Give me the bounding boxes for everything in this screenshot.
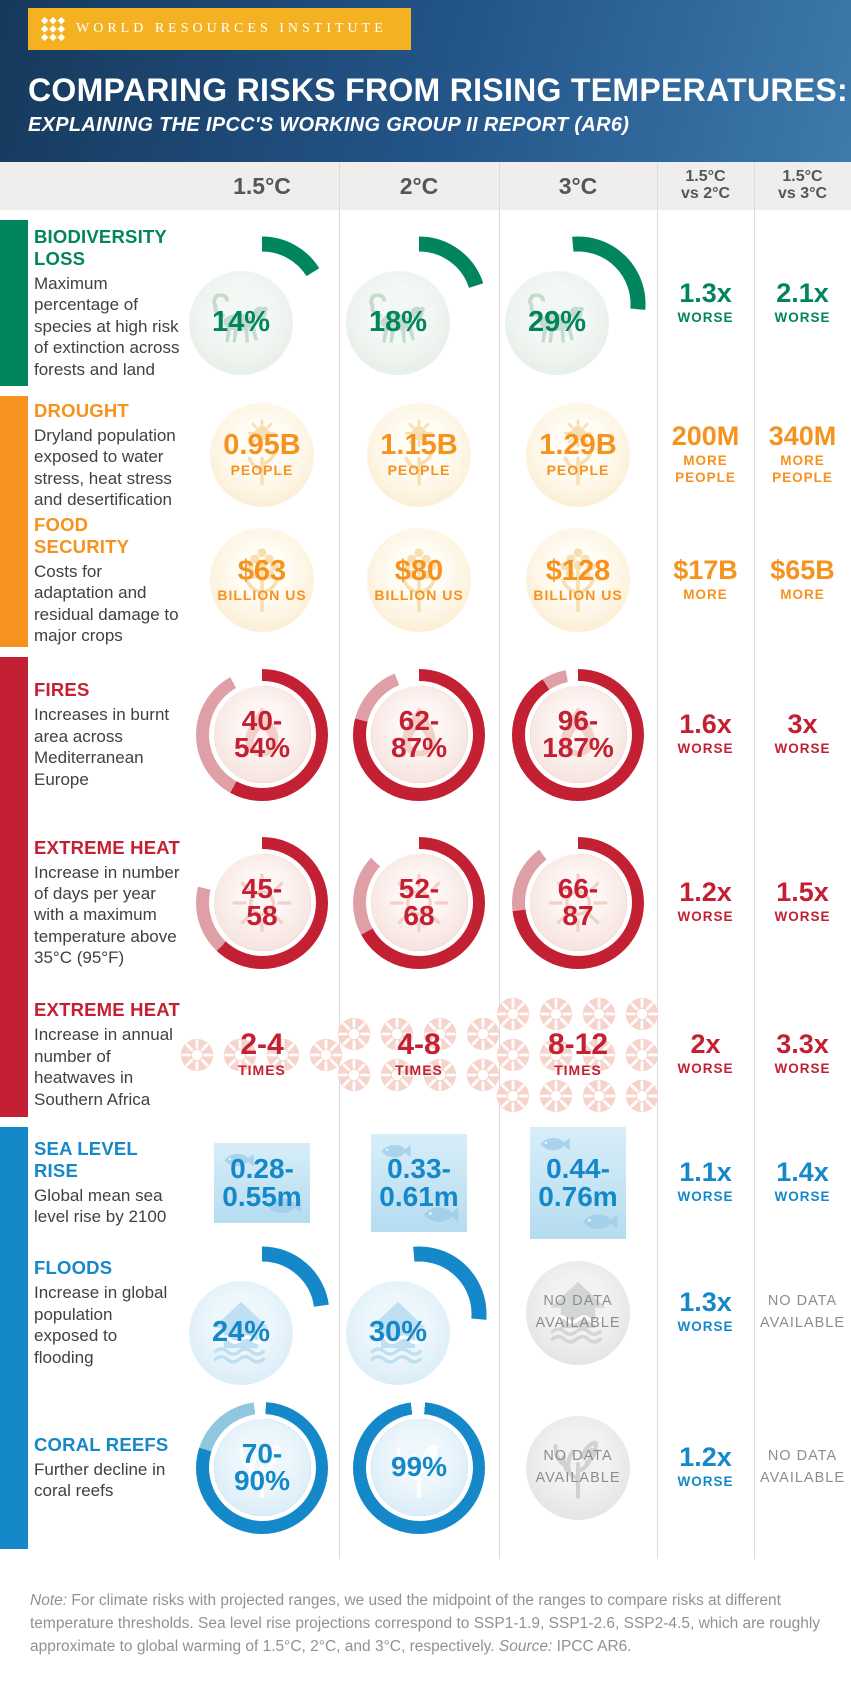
floods-gauge [344,1239,494,1387]
gauge-value: 62- 87% [390,705,448,763]
comparison-label: WORSE [774,309,831,325]
drought-badge [210,403,314,507]
cell-3c [499,995,657,1115]
comparison-label: WORSE [677,909,734,925]
header-cell-3c: 3°C [558,172,598,199]
comparison-value: 2.1x [776,277,829,308]
gauge-value: 96- 187% [542,705,614,763]
cell-vs2 [657,711,754,758]
comparison-value: 1.3x [679,277,732,308]
badge-value: $63 [237,554,287,587]
no-data-text: NO DATA AVAILABLE [535,1447,621,1486]
cell-1-5c [185,1239,339,1387]
table-header-row [0,162,851,210]
coral-donut-gauge [353,1402,485,1534]
cell-2c [339,1402,499,1534]
cell-vs3 [754,879,851,926]
comparison-value: 200M [671,421,740,452]
badge-value: 0.95B [223,429,301,462]
floods-gauge [187,1239,337,1387]
sea-level-box [214,1143,310,1223]
risk-description: Increase in annual number of heatwaves in Southern Africa [34,1025,173,1109]
cell-vs2 [657,1159,754,1206]
table-row [0,396,851,514]
badge-value: $80 [394,554,444,587]
risk-label [0,999,185,1110]
fires-donut-gauge [353,669,485,801]
gauge-value: 52- 68 [398,873,440,931]
table-row [0,1239,851,1387]
fish-icon [538,1135,572,1153]
risk-label [0,837,185,969]
risk-section-biodiversity [0,220,851,386]
cell-3c [499,1261,657,1365]
fish-icon [580,1211,620,1232]
badge-unit: BILLION US [217,587,307,604]
gauge-value: 30% [368,1315,428,1348]
cell-2c [339,837,499,969]
badge-unit: PEOPLE [387,461,451,478]
food-badge [210,528,314,632]
comparison-label: MORE PEOPLE [675,453,736,485]
extreme-heat-donut-gauge [512,837,644,969]
no-data-text: NO DATA AVAILABLE [535,1292,621,1331]
gauge-value: 24% [211,1315,271,1348]
cell-2c [339,528,499,632]
gauge-value: 70- 90% [233,1438,291,1496]
cell-vs3 [754,1031,851,1078]
cell-vs2 [657,1444,754,1491]
cell-vs3 [754,423,851,487]
risk-heading: CORAL REEFS [34,1433,169,1455]
note-text: For climate risks with projected ranges, we used the midpoint of the ranges to compare risks at different temperature thresholds. Sea level rise projections correspond to SSP1-1.9, SSP1-2.6, SSP2-4.5, which are roughly approximate to global warming of 1.5°C, 2°C, and 3°C, respectively. [30,1591,821,1656]
cell-1-5c [185,1143,339,1223]
risk-heading: FIRES [34,679,90,701]
wri-lattice-icon [40,16,66,42]
risk-heading: BIODIVERSITY LOSS [34,225,167,269]
table-row [0,993,851,1117]
cell-3c [499,403,657,507]
risk-description: Dryland population exposed to water stress, heat stress and desertification [34,425,176,509]
comparison-label: WORSE [774,909,831,925]
cell-1-5c [185,229,339,377]
badge-unit: PEOPLE [230,461,294,478]
gauge-value: 0.44- 0.76m [538,1152,618,1212]
comparison-label: WORSE [677,1474,734,1490]
table-row [0,657,851,813]
risk-label [0,514,185,647]
source-text: IPCC AR6. [556,1638,632,1656]
cell-1-5c [185,1028,339,1078]
risk-heading: DROUGHT [34,399,129,421]
cell-3c [499,669,657,801]
page-subtitle: EXPLAINING THE IPCC'S WORKING GROUP II REPORT (AR6) [28,114,630,136]
gauge-value: 18% [368,306,428,339]
extreme-heat-donut-gauge [196,837,328,969]
sea-level-box [371,1134,467,1232]
comparison-value: 2x [690,1029,721,1060]
comparison-label: WORSE [774,1061,831,1077]
food-badge [367,528,471,632]
heatwave-cluster [494,995,663,1115]
comparison-value: 1.4x [776,1157,829,1188]
cell-3c [499,528,657,632]
biodiversity-gauge [344,229,494,377]
biodiversity-gauge [187,229,337,377]
comparison-value: 340M [768,421,837,452]
cell-2c [339,669,499,801]
cell-vs2 [657,1289,754,1336]
gauge-value: 29% [527,306,587,339]
risk-heading: EXTREME HEAT [34,836,180,858]
badge-value: $128 [545,554,611,587]
gauge-value: 0.33- 0.61m [379,1152,459,1212]
heatwave-cluster [178,1028,347,1078]
cell-2c [339,1239,499,1387]
cell-vs3 [754,1291,851,1335]
comparison-label: WORSE [677,309,734,325]
cell-vs3 [754,1159,851,1206]
risk-label [0,400,185,511]
no-data-circle [526,1416,630,1520]
comparison-value: 3.3x [776,1029,829,1060]
wri-logo [28,8,411,50]
comparison-label: WORSE [677,1319,734,1335]
comparison-value: 1.2x [679,1442,732,1473]
no-data-circle [526,1261,630,1365]
comparison-value: $17B [673,554,738,585]
comparison-label: MORE [683,586,728,602]
cell-1-5c [185,1402,339,1534]
comparison-label: MORE [780,586,825,602]
risk-heading: FLOODS [34,1257,113,1279]
cell-vs3 [754,277,851,327]
gauge-value: 2-4 TIMES [238,1028,286,1078]
risk-heading: EXTREME HEAT [34,999,180,1021]
comparison-label: MORE PEOPLE [772,453,833,485]
comparison-value: $65B [770,554,835,585]
cell-1-5c [185,403,339,507]
wri-logo-text: WORLD RESOURCES INSTITUTE [76,21,387,36]
risk-label [0,679,185,790]
risk-heading: FOOD SECURITY [34,514,130,557]
comparison-label: WORSE [677,1189,734,1205]
gauge-value: 40- 54% [233,705,291,763]
cell-vs2 [657,554,754,604]
table-row [0,220,851,386]
header-cell-2c: 2°C [399,172,439,199]
cell-vs2 [657,423,754,487]
risk-section-drought-food [0,396,851,647]
comparison-table [0,162,851,1559]
risk-label [0,226,185,380]
badge-value: 1.29B [539,429,617,462]
cell-1-5c [185,837,339,969]
gauge-value: 14% [211,306,271,339]
risk-label [0,1434,185,1502]
drought-badge [526,403,630,507]
risk-description: Costs for adaptation and residual damage to major crops [34,562,179,646]
badge-unit: BILLION US [533,587,623,604]
heatwave-cluster [335,1015,504,1094]
gauge-value: 8-12 TIMES [547,1028,609,1078]
badge-unit: PEOPLE [546,461,610,478]
cell-vs2 [657,1031,754,1078]
header-banner [0,0,851,162]
no-data-text: NO DATA AVAILABLE [759,1292,846,1331]
cell-2c [339,1134,499,1232]
risk-description: Increases in burnt area across Mediterranean Europe [34,705,170,789]
no-data-text: NO DATA AVAILABLE [759,1447,846,1486]
biodiversity-gauge [503,229,653,377]
comparison-value: 1.2x [679,877,732,908]
risk-description: Further decline in coral reefs [34,1459,166,1501]
cell-3c [499,837,657,969]
note-label: Note: [30,1591,68,1609]
risk-description: Maximum percentage of species at high risk of extinction across forests and land [34,273,180,379]
food-badge [526,528,630,632]
cell-vs3 [754,711,851,758]
gauge-value: 66- 87 [557,873,599,931]
comparison-label: WORSE [774,1189,831,1205]
badge-value: 1.15B [380,429,458,462]
comparison-value: 3x [787,709,818,740]
risk-section-water [0,1127,851,1549]
sea-level-box [530,1127,626,1239]
header-cell-1-5-vs-3: 1.5°C vs 3°C [777,168,828,202]
fires-donut-gauge [512,669,644,801]
comparison-label: WORSE [774,741,831,757]
cell-1-5c [185,528,339,632]
cell-vs2 [657,879,754,926]
badge-unit: BILLION US [374,587,464,604]
cell-vs3 [754,1446,851,1490]
header-cell-1-5c: 1.5°C [233,172,291,199]
comparison-value: 1.6x [679,709,732,740]
comparison-label: WORSE [677,741,734,757]
comparison-value: 1.5x [776,877,829,908]
cell-3c [499,1127,657,1239]
table-row [0,813,851,993]
gauge-value: 45- 58 [241,873,283,931]
cell-vs2 [657,277,754,327]
coral-donut-gauge [196,1402,328,1534]
comparison-label: WORSE [677,1061,734,1077]
table-row [0,1387,851,1549]
fires-donut-gauge [196,669,328,801]
risk-description: Increase in global population exposed to flooding [34,1283,168,1367]
drought-badge [367,403,471,507]
comparison-value: 1.3x [679,1287,732,1318]
cell-3c [499,229,657,377]
gauge-value: 99% [390,1451,448,1483]
table-row [0,1127,851,1239]
gauge-value: 0.28- 0.55m [222,1152,302,1212]
page-title: COMPARING RISKS FROM RISING TEMPERATURES: [28,72,849,108]
source-label: Source: [498,1638,553,1656]
table-row [0,514,851,647]
risk-section-heat [0,657,851,1117]
comparison-value: 1.1x [679,1157,732,1188]
risk-label [0,1257,185,1368]
cell-2c [339,229,499,377]
cell-3c [499,1416,657,1520]
extreme-heat-donut-gauge [353,837,485,969]
gauge-value: 4-8 TIMES [395,1028,443,1078]
cell-vs3 [754,554,851,604]
risk-heading: SEA LEVEL RISE [34,1137,138,1181]
cell-2c [339,1015,499,1094]
cell-1-5c [185,669,339,801]
risk-description: Increase in number of days per year with a maximum temperature above 35°C (95°F) [34,862,180,968]
risk-description: Global mean sea level rise by 2100 [34,1185,167,1227]
cell-2c [339,403,499,507]
header-cell-1-5-vs-2: 1.5°C vs 2°C [680,168,731,202]
risk-label [0,1138,185,1228]
footnote [30,1589,821,1659]
